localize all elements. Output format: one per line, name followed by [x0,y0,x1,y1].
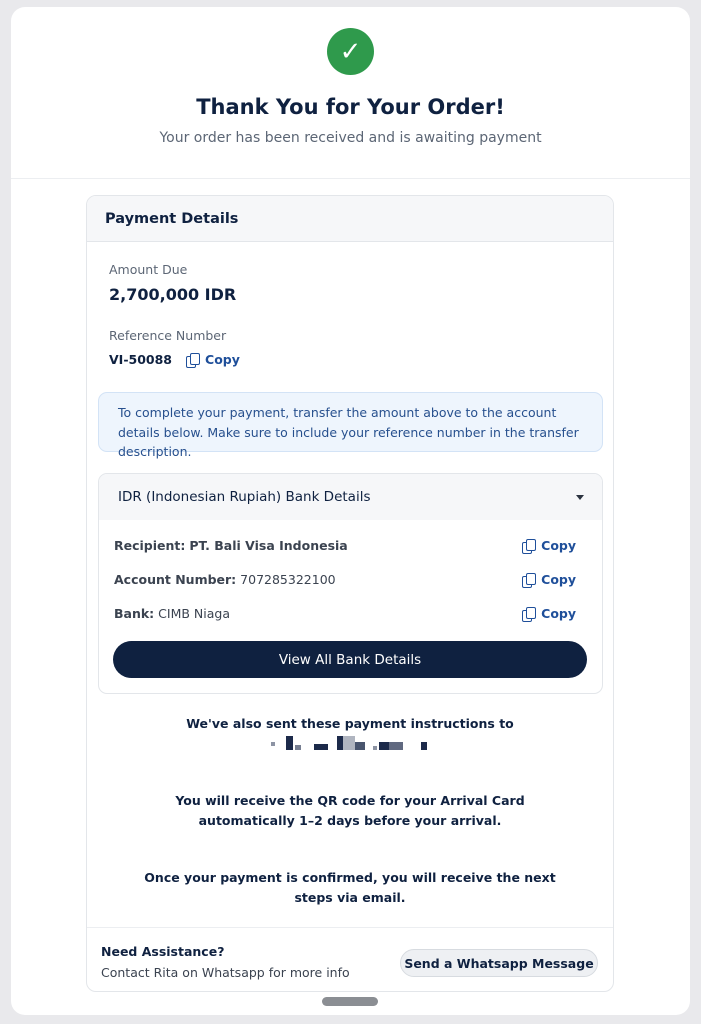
bank-row-key: Bank: [114,606,155,621]
bank-details-toggle[interactable] [99,474,602,520]
view-all-bank-details-button[interactable]: View All Bank Details [113,641,587,678]
bank-row-recipient [114,538,576,553]
assistance-footer [87,927,614,992]
need-assistance-heading: Need Assistance? [101,944,225,959]
copy-bank-button[interactable] [522,606,576,621]
bank-row-value: CIMB Niaga [158,606,230,621]
payment-details-heading: Payment Details [87,196,613,242]
copy-label: Copy [541,572,576,587]
bank-row-bank [114,606,576,621]
bank-details-heading: IDR (Indonesian Rupiah) Bank Details [118,489,371,505]
copy-account-number-button[interactable] [522,572,576,587]
scroll-handle[interactable] [322,997,378,1006]
qr-note-line-1: You will receive the QR code for your Arrival Card [175,793,525,808]
copy-label: Copy [541,538,576,553]
check-icon: ✓ [327,28,374,75]
copy-reference-button[interactable] [186,352,240,367]
reference-number-row [109,352,240,367]
redacted-email [271,736,431,752]
amount-due-label: Amount Due [109,262,188,277]
bank-row-value: PT. Bali Visa Indonesia [189,538,348,553]
contact-text: Contact Rita on Whatsapp for more info [101,965,350,980]
amount-due-value: 2,700,000 IDR [109,285,237,304]
bank-details-accordion [98,473,603,694]
page-title: Thank You for Your Order! [196,95,505,119]
confirm-note-line-1: Once your payment is confirmed, you will receive the next [144,870,556,885]
bank-row-account-number [114,572,576,587]
copy-label: Copy [541,606,576,621]
payment-instructions-notice: To complete your payment, transfer the amount above to the account details below. Make sure to include your reference number in the transfer description. [98,392,603,452]
bank-row-value: 707285322100 [240,572,336,587]
reference-number-value: VI-50088 [109,352,173,367]
send-whatsapp-button[interactable]: Send a Whatsapp Message [400,949,598,977]
sent-to-text: We've also sent these payment instructions to [186,716,514,731]
order-confirmation-card [11,7,690,1015]
confirmation-header [11,7,690,179]
qr-note-line-2: automatically 1–2 days before your arrival. [198,813,502,828]
copy-icon [522,607,535,621]
copy-icon [186,353,199,367]
confirm-note-line-2: steps via email. [294,890,406,905]
copy-label: Copy [205,352,240,367]
copy-recipient-button[interactable] [522,538,576,553]
bank-row-key: Recipient: [114,538,186,553]
chevron-down-icon [576,495,584,500]
copy-icon [522,539,535,553]
page-subtitle: Your order has been received and is awaiting payment [159,130,542,146]
copy-icon [522,573,535,587]
payment-details-panel [86,195,614,992]
bank-row-key: Account Number: [114,572,237,587]
reference-number-label: Reference Number [109,328,227,343]
